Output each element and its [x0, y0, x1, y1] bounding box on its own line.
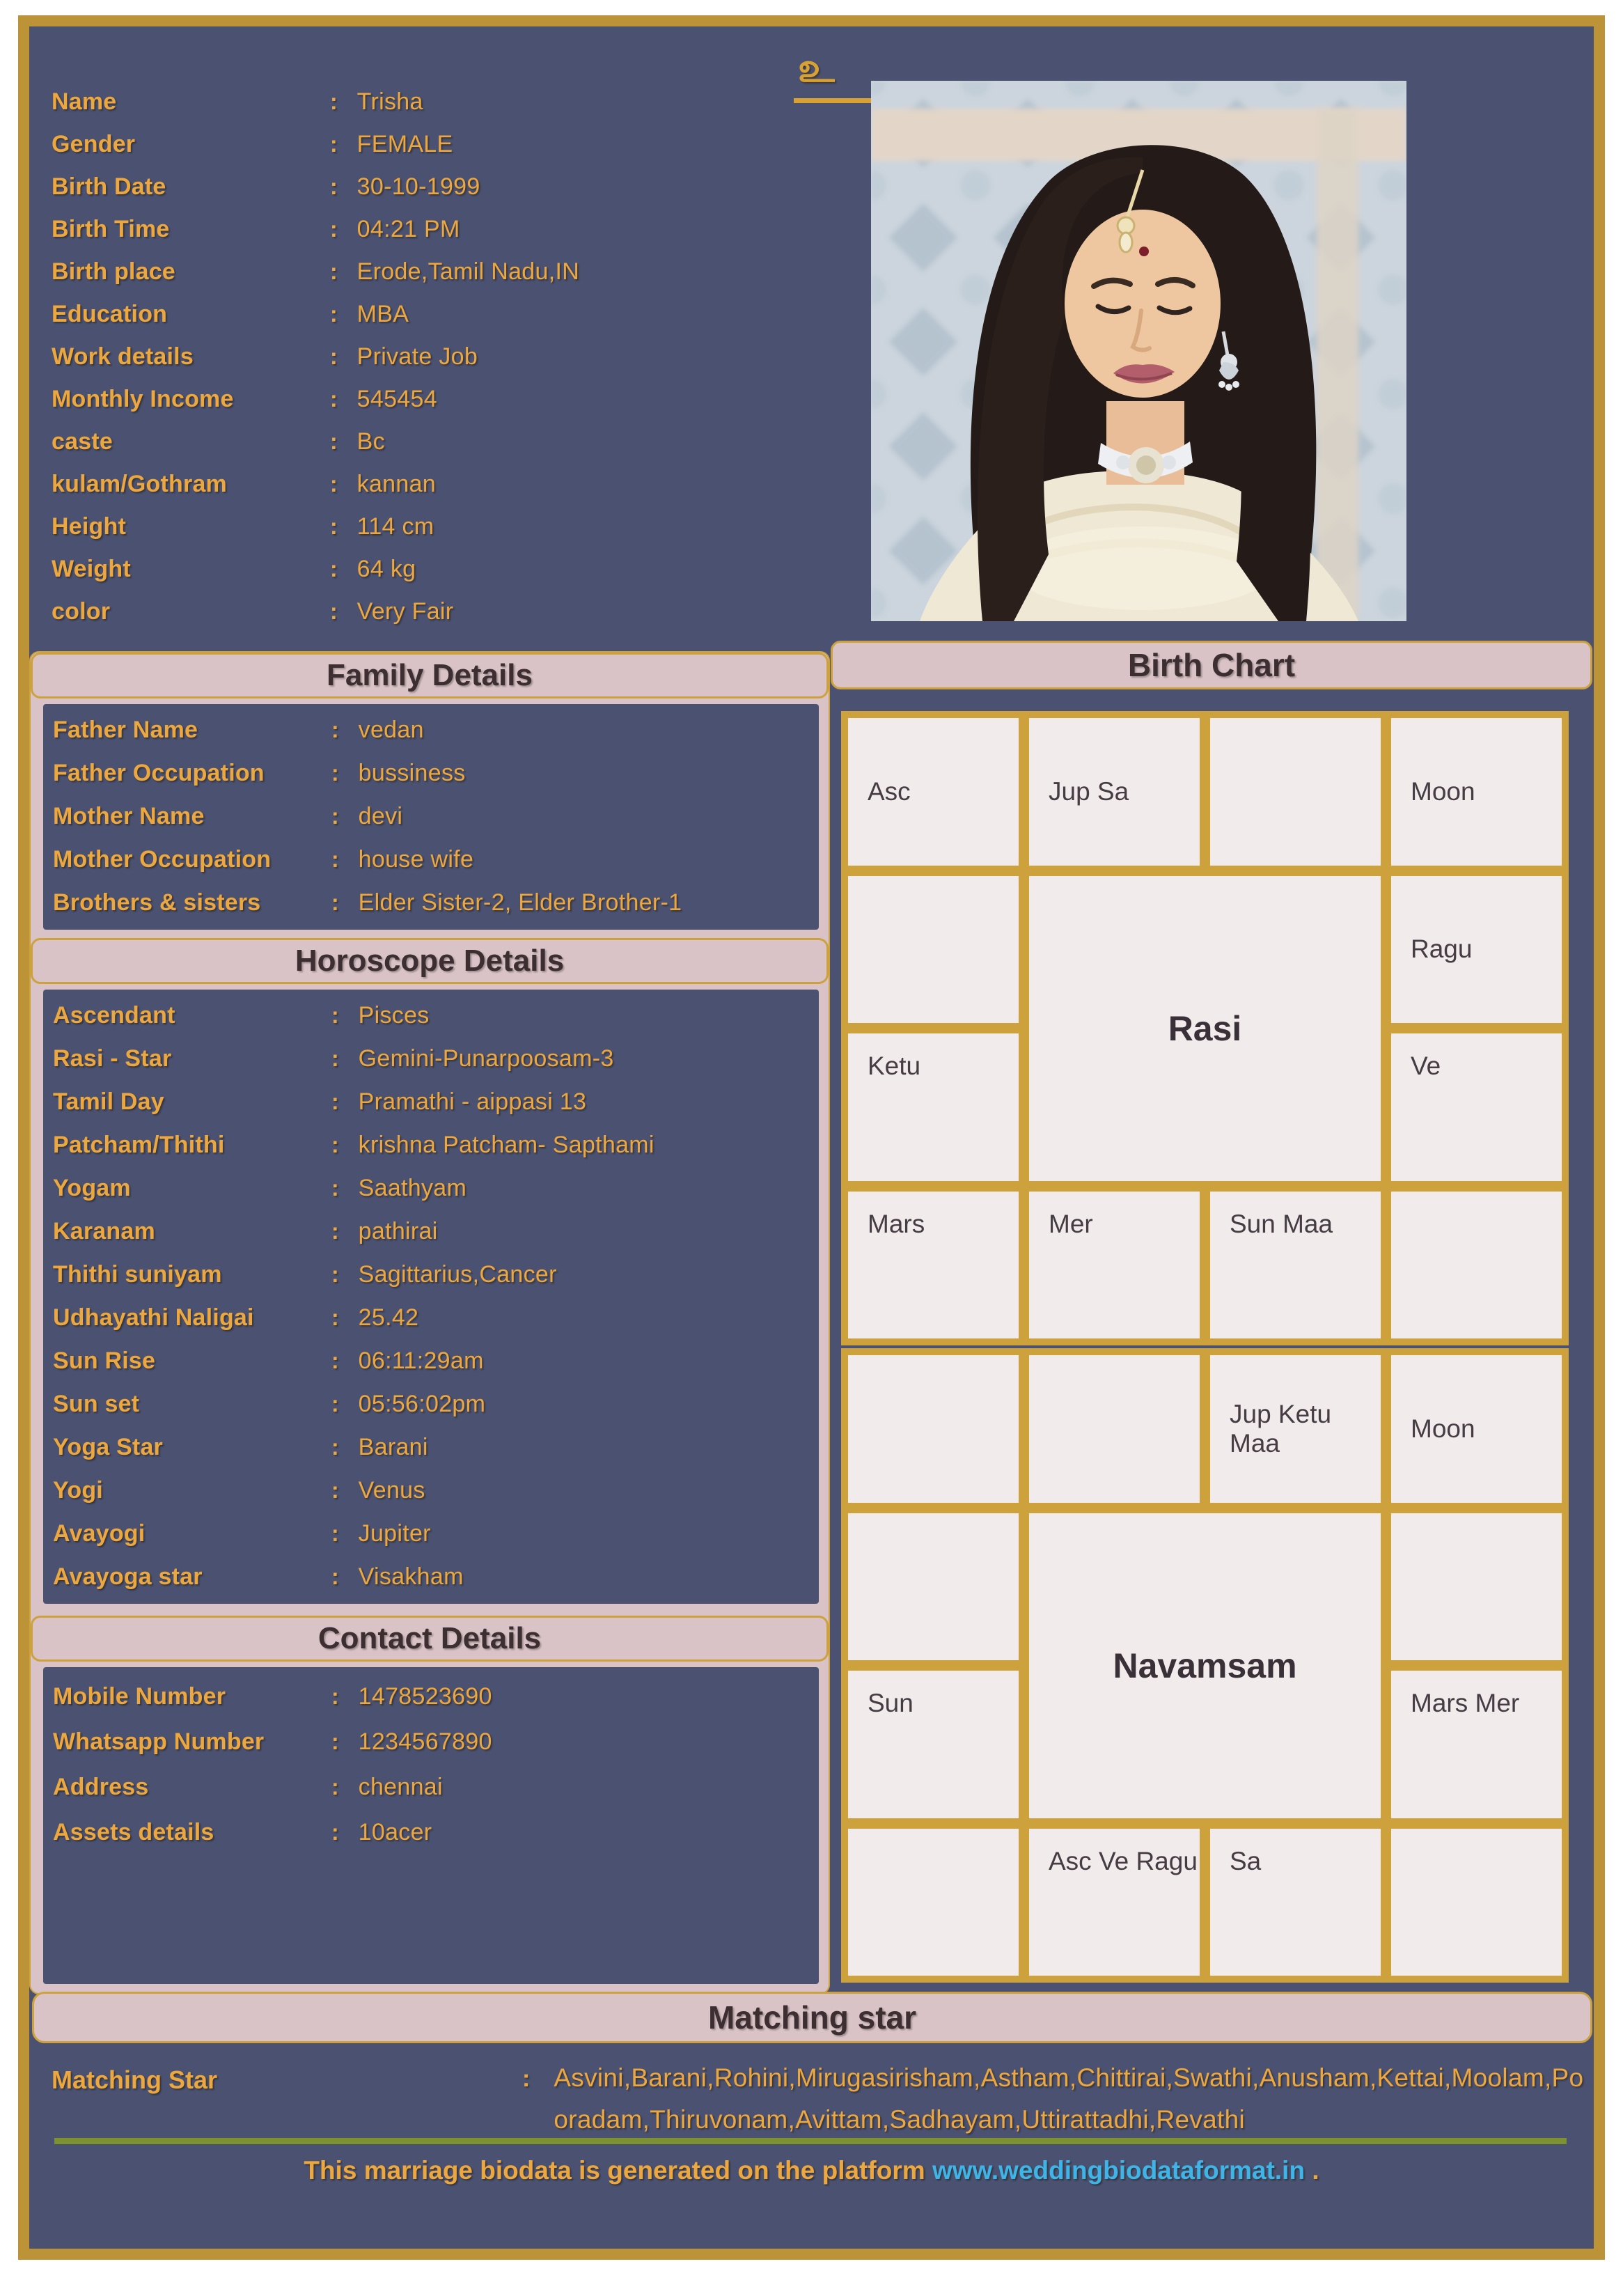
- chart-cell: Mer: [1029, 1192, 1200, 1339]
- field-value: Very Fair: [356, 598, 454, 625]
- colon-separator: :: [330, 344, 338, 369]
- detail-row: [53, 1123, 819, 1166]
- chart-cell: [1029, 1355, 1200, 1503]
- colon-separator: :: [330, 386, 338, 412]
- detail-row: [52, 463, 831, 506]
- detail-row: [53, 708, 819, 751]
- field-value: FEMALE: [356, 131, 453, 157]
- footer-period: .: [1312, 2156, 1319, 2185]
- chart-center-label: Rasi: [1029, 876, 1381, 1181]
- field-label: Matching Star: [52, 2065, 218, 2094]
- field-label: Father Name: [53, 716, 198, 743]
- detail-row: [53, 1253, 819, 1296]
- detail-row: [53, 1719, 819, 1765]
- field-label: Whatsapp Number: [53, 1728, 265, 1755]
- field-value: Venus: [358, 1476, 425, 1504]
- field-label: Birth Date: [52, 173, 166, 200]
- field-value: devi: [358, 802, 403, 829]
- colon-separator: :: [331, 889, 339, 915]
- field-value: MBA: [356, 301, 409, 327]
- detail-row: [53, 1810, 819, 1855]
- chart-cell: Moon: [1391, 718, 1562, 866]
- detail-row: [52, 81, 831, 123]
- detail-row: [53, 1765, 819, 1810]
- colon-separator: :: [330, 599, 338, 624]
- field-label: Rasi - Star: [53, 1045, 172, 1072]
- field-label: Assets details: [53, 1819, 214, 1845]
- field-label: Weight: [52, 556, 131, 582]
- field-value: Bc: [356, 428, 385, 455]
- field-value: 64 kg: [356, 556, 416, 582]
- field-label: Mother Name: [53, 802, 205, 829]
- detail-row: [53, 1674, 819, 1719]
- field-value: Saathyam: [358, 1174, 467, 1201]
- colon-separator: :: [330, 471, 338, 497]
- horoscope-details-header: [31, 938, 829, 984]
- detail-row: [52, 208, 831, 251]
- field-value: 25.42: [358, 1304, 419, 1331]
- page-content: [29, 26, 1594, 2249]
- field-value: Private Job: [356, 343, 478, 370]
- field-label: Work details: [52, 343, 194, 370]
- field-label: Father Occupation: [53, 759, 265, 786]
- section-title: Matching star: [707, 1999, 917, 2036]
- detail-row: [52, 166, 831, 208]
- colon-separator: :: [331, 803, 339, 829]
- field-value: 1478523690: [358, 1683, 492, 1710]
- detail-row: [52, 123, 831, 166]
- field-value: Gemini-Punarpoosam-3: [358, 1045, 614, 1072]
- personal-details-section: [52, 81, 831, 633]
- field-label: Tamil Day: [53, 1088, 164, 1115]
- colon-separator: :: [331, 1088, 339, 1114]
- field-value: 10acer: [358, 1819, 432, 1845]
- detail-row: [52, 591, 831, 633]
- left-details-card: [29, 651, 830, 1994]
- field-label: kulam/Gothram: [52, 471, 227, 497]
- colon-separator: :: [331, 1684, 339, 1709]
- field-label: Yogi: [53, 1476, 103, 1504]
- field-label: Ascendant: [53, 1001, 175, 1029]
- field-label: Thithi suniyam: [53, 1260, 222, 1288]
- field-label: Karanam: [53, 1217, 155, 1244]
- field-label: Sun set: [53, 1390, 140, 1417]
- colon-separator: :: [330, 89, 338, 114]
- field-label: Sun Rise: [53, 1347, 156, 1374]
- field-label: Mother Occupation: [53, 845, 272, 873]
- field-label: Udhayathi Naligai: [53, 1304, 254, 1331]
- footer-credit: [29, 2156, 1594, 2185]
- section-title: Horoscope Details: [295, 944, 565, 978]
- detail-row: [53, 881, 819, 924]
- field-value: 545454: [356, 386, 437, 412]
- chart-cell: Jup Sa: [1029, 718, 1200, 866]
- chart-cell: Sa: [1210, 1829, 1381, 1976]
- colon-separator: :: [330, 259, 338, 284]
- detail-row: [53, 795, 819, 838]
- field-label: Gender: [52, 131, 136, 157]
- field-value: Erode,Tamil Nadu,IN: [356, 258, 580, 285]
- colon-separator: :: [522, 2065, 531, 2092]
- field-value: 04:21 PM: [356, 216, 460, 242]
- chart-cell: Sun: [848, 1671, 1019, 1818]
- field-label: Yogam: [53, 1174, 131, 1201]
- chart-cell: Jup Ketu Maa: [1210, 1355, 1381, 1503]
- rasi-chart: [841, 711, 1569, 1345]
- field-label: Mobile Number: [53, 1683, 226, 1710]
- field-value: Jupiter: [358, 1520, 431, 1547]
- chart-cell: [1391, 1829, 1562, 1976]
- colon-separator: :: [330, 302, 338, 327]
- colon-separator: :: [331, 1132, 339, 1157]
- chart-cell: [1210, 718, 1381, 866]
- field-value: 114 cm: [356, 513, 434, 540]
- detail-row: [52, 336, 831, 378]
- detail-row: [53, 1037, 819, 1080]
- detail-row: [52, 251, 831, 293]
- chart-cell: [1391, 1192, 1562, 1339]
- detail-row: [52, 506, 831, 548]
- colon-separator: :: [330, 429, 338, 454]
- gold-frame: [18, 15, 1605, 2260]
- field-value: Elder Sister-2, Elder Brother-1: [358, 889, 682, 916]
- detail-row: [53, 1512, 819, 1555]
- chart-cell: Asc: [848, 718, 1019, 866]
- detail-row: [52, 378, 831, 421]
- bride-photo: [871, 81, 1406, 621]
- detail-row: [53, 994, 819, 1037]
- detail-row: [53, 1382, 819, 1426]
- detail-row: [52, 548, 831, 591]
- pillaiyar-suzhi-symbol: உ: [794, 45, 871, 103]
- field-label: Birth Time: [52, 216, 170, 242]
- detail-row: [53, 1469, 819, 1512]
- field-value: bussiness: [358, 759, 466, 786]
- detail-row: [53, 1080, 819, 1123]
- chart-cell: Mars: [848, 1192, 1019, 1339]
- field-value: 06:11:29am: [358, 1347, 484, 1374]
- colon-separator: :: [331, 1261, 339, 1287]
- field-value: Pramathi - aippasi 13: [358, 1088, 587, 1115]
- colon-separator: :: [331, 1002, 339, 1028]
- field-value: house wife: [358, 845, 474, 873]
- separator-line: [54, 2138, 1567, 2144]
- detail-row: [52, 293, 831, 336]
- colon-separator: :: [331, 1477, 339, 1503]
- colon-separator: :: [331, 846, 339, 872]
- navamsam-chart: [841, 1348, 1569, 1983]
- detail-row: [53, 1210, 819, 1253]
- chart-cell: Ragu: [1391, 876, 1562, 1024]
- colon-separator: :: [331, 1820, 339, 1845]
- field-label: Avayoga star: [53, 1563, 203, 1590]
- field-label: Monthly Income: [52, 386, 234, 412]
- field-value: Sagittarius,Cancer: [358, 1260, 557, 1288]
- colon-separator: :: [331, 1563, 339, 1589]
- chart-cell: Asc Ve Ragu: [1029, 1829, 1200, 1976]
- chart-cell: Ketu: [848, 1033, 1019, 1181]
- chart-cell: [1391, 1513, 1562, 1661]
- field-label: caste: [52, 428, 113, 455]
- field-label: Height: [52, 513, 126, 540]
- chart-cell: Moon: [1391, 1355, 1562, 1503]
- colon-separator: :: [331, 717, 339, 742]
- birth-chart-header: [831, 641, 1592, 689]
- colon-separator: :: [331, 760, 339, 786]
- detail-row: [53, 1339, 819, 1382]
- field-label: color: [52, 598, 111, 625]
- field-value: 1234567890: [358, 1728, 492, 1755]
- colon-separator: :: [330, 556, 338, 581]
- field-label: Education: [52, 301, 168, 327]
- field-value: 30-10-1999: [356, 173, 480, 200]
- detail-row: [53, 838, 819, 881]
- chart-center-label: Navamsam: [1029, 1513, 1381, 1818]
- field-label: Avayogi: [53, 1520, 146, 1547]
- field-value: chennai: [358, 1774, 443, 1800]
- colon-separator: :: [330, 174, 338, 199]
- field-value: krishna Patcham- Sapthami: [358, 1131, 654, 1158]
- horoscope-details-section: [43, 990, 819, 1604]
- colon-separator: :: [330, 514, 338, 539]
- chart-cell: [848, 1355, 1019, 1503]
- chart-cell: [848, 1829, 1019, 1976]
- chart-cell: Ve: [1391, 1033, 1562, 1181]
- field-value: kannan: [356, 471, 437, 497]
- colon-separator: :: [330, 132, 338, 157]
- chart-cell: Mars Mer: [1391, 1671, 1562, 1818]
- field-value: Barani: [358, 1433, 428, 1460]
- detail-row: [53, 1296, 819, 1339]
- field-value: Pisces: [358, 1001, 430, 1029]
- field-value: vedan: [358, 716, 424, 743]
- detail-row: [52, 421, 831, 463]
- field-label: Name: [52, 88, 117, 115]
- colon-separator: :: [331, 1391, 339, 1416]
- colon-separator: :: [330, 217, 338, 242]
- colon-separator: :: [331, 1045, 339, 1071]
- detail-row: [53, 1166, 819, 1210]
- colon-separator: :: [331, 1348, 339, 1373]
- family-details-section: [43, 704, 819, 930]
- website-link[interactable]: www.weddingbiodataformat.in: [932, 2156, 1306, 2185]
- chart-cell: [848, 876, 1019, 1024]
- detail-row: [53, 751, 819, 795]
- colon-separator: :: [331, 1175, 339, 1201]
- colon-separator: :: [331, 1434, 339, 1460]
- matching-star-row: [52, 2057, 1596, 2141]
- field-value: 05:56:02pm: [358, 1390, 486, 1417]
- section-title: Birth Chart: [1127, 647, 1296, 683]
- section-title: Contact Details: [317, 1621, 542, 1655]
- colon-separator: :: [331, 1520, 339, 1546]
- colon-separator: :: [331, 1218, 339, 1244]
- field-value: Visakham: [358, 1563, 464, 1590]
- chart-cell: [848, 1513, 1019, 1661]
- field-label: Yoga Star: [53, 1433, 163, 1460]
- colon-separator: :: [331, 1774, 339, 1799]
- colon-separator: :: [331, 1729, 339, 1754]
- colon-separator: :: [331, 1304, 339, 1330]
- field-value: pathirai: [358, 1217, 438, 1244]
- field-label: Patcham/Thithi: [53, 1131, 225, 1158]
- family-details-header: [31, 653, 829, 698]
- field-label: Address: [53, 1774, 149, 1800]
- chart-cell: Sun Maa: [1210, 1192, 1381, 1339]
- field-label: Brothers & sisters: [53, 889, 261, 916]
- matching-star-header: [32, 1992, 1592, 2043]
- detail-row: [53, 1555, 819, 1598]
- contact-details-section: [43, 1667, 819, 1984]
- section-title: Family Details: [327, 658, 533, 692]
- field-value: Trisha: [356, 88, 423, 115]
- field-label: Birth place: [52, 258, 175, 285]
- contact-details-header: [31, 1616, 829, 1662]
- footer-text: This marriage biodata is generated on the platform: [304, 2156, 925, 2185]
- field-value: Asvini,Barani,Rohini,Mirugasirisham,Astham,Chittirai,Swathi,Anusham,Kettai,Moolam,Pooradam,Thiruvonam,Avittam,Sadhayam,Uttirattadhi,Revathi: [554, 2063, 1584, 2134]
- detail-row: [53, 1426, 819, 1469]
